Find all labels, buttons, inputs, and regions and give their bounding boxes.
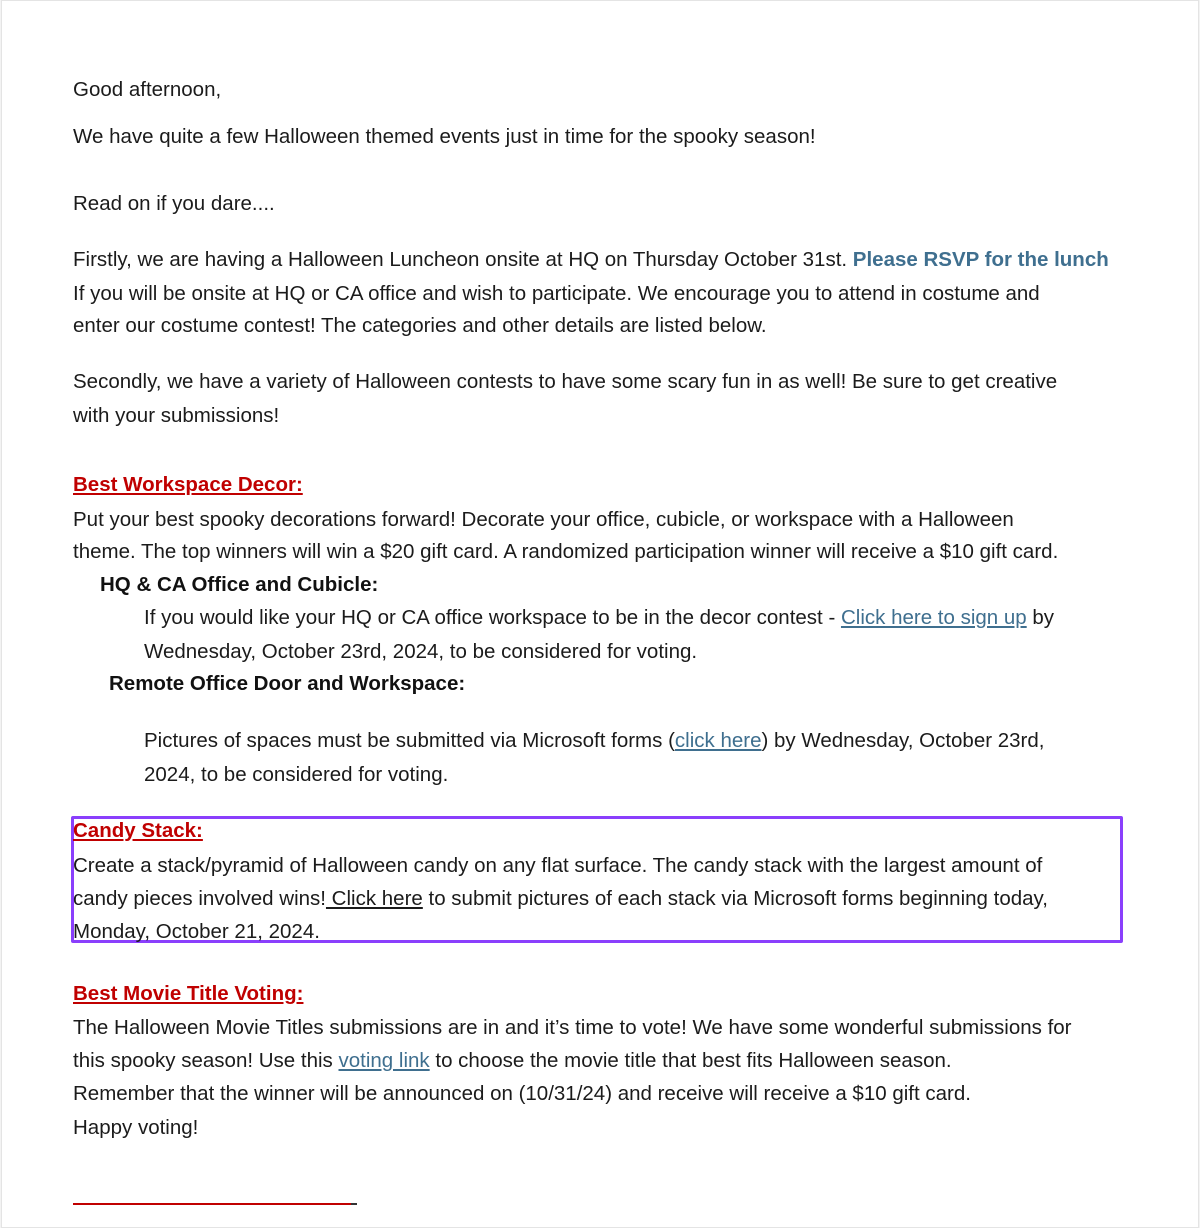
hq-line-1 [144,601,1054,634]
rsvp-link[interactable]: Please RSVP for the lunch [852,248,1109,271]
hq-signup-link[interactable]: Click here to sign up [840,606,1027,629]
remote-subheading: Remote Office Door and Workspace: [109,672,466,695]
luncheon-line-2: If you will be onsite at HQ or CA office and wish to participate. We encourage you to attend in costume and [73,282,1040,305]
contests-line-2: with your submissions! [73,404,280,427]
candy-text: candy pieces involved wins! [73,887,326,910]
candy-heading-text: Candy Stack: [73,819,203,842]
movie-line-1: The Halloween Movie Titles submissions are in and it’s time to vote! We have some wonderful submissions for [73,1016,1072,1039]
workspace-heading [73,468,303,501]
signature-divider [73,1203,356,1205]
movie-line-4: Happy voting! [73,1116,199,1139]
intro-paragraph: We have quite a few Halloween themed events just in time for the spooky season! [73,125,816,148]
workspace-heading-text: Best Workspace Decor: [73,473,303,496]
luncheon-line-3: enter our costume contest! The categories and other details are listed below. [73,314,767,337]
document-page [1,0,1199,1228]
voting-link[interactable]: voting link [338,1049,430,1072]
movie-heading-text: Best Movie Title Voting: [73,982,304,1005]
remote-line-1 [144,724,1044,757]
movie-line-3: Remember that the winner will be announced on (10/31/24) and receive will receive a $10 gift card. [73,1082,971,1105]
remote-form-link[interactable]: click here [674,729,762,752]
remote-text: Pictures of spaces must be submitted via Microsoft forms ( [144,729,675,752]
luncheon-line-1 [73,243,1109,276]
candy-heading [73,814,203,847]
movie-line-2 [73,1044,952,1077]
candy-line-2 [73,882,1048,915]
candy-submit-link[interactable]: Click here [325,887,423,910]
contests-line-1: Secondly, we have a variety of Halloween contests to have some scary fun in as well! Be sure to get creative [73,370,1058,393]
luncheon-text: Firstly, we are having a Halloween Luncheon onsite at HQ on Thursday October 31st. [73,248,853,271]
workspace-line-1: Put your best spooky decorations forward! Decorate your office, cubicle, or workspace with a Halloween [73,508,1014,531]
read-on-line: Read on if you dare.... [73,192,275,215]
hq-text-end: by [1026,606,1055,629]
candy-line-1: Create a stack/pyramid of Halloween candy on any flat surface. The candy stack with the largest amount of [73,854,1043,877]
greeting: Good afternoon, [73,78,222,101]
hq-line-2: Wednesday, October 23rd, 2024, to be considered for voting. [144,640,698,663]
hq-subheading: HQ & CA Office and Cubicle: [100,573,379,596]
candy-line-3: Monday, October 21, 2024. [73,920,320,943]
movie-text: this spooky season! Use this [73,1049,339,1072]
workspace-line-2: theme. The top winners will win a $20 gift card. A randomized participation winner will receive a $10 gift card. [73,540,1059,563]
hq-text: If you would like your HQ or CA office workspace to be in the decor contest - [144,606,841,629]
movie-heading [73,977,303,1010]
candy-text-end: to submit pictures of each stack via Microsoft forms beginning today, [422,887,1048,910]
remote-line-2: 2024, to be considered for voting. [144,763,449,786]
remote-text-end: ) by Wednesday, October 23rd, [761,729,1045,752]
movie-text-end: to choose the movie title that best fits Halloween season. [429,1049,952,1072]
